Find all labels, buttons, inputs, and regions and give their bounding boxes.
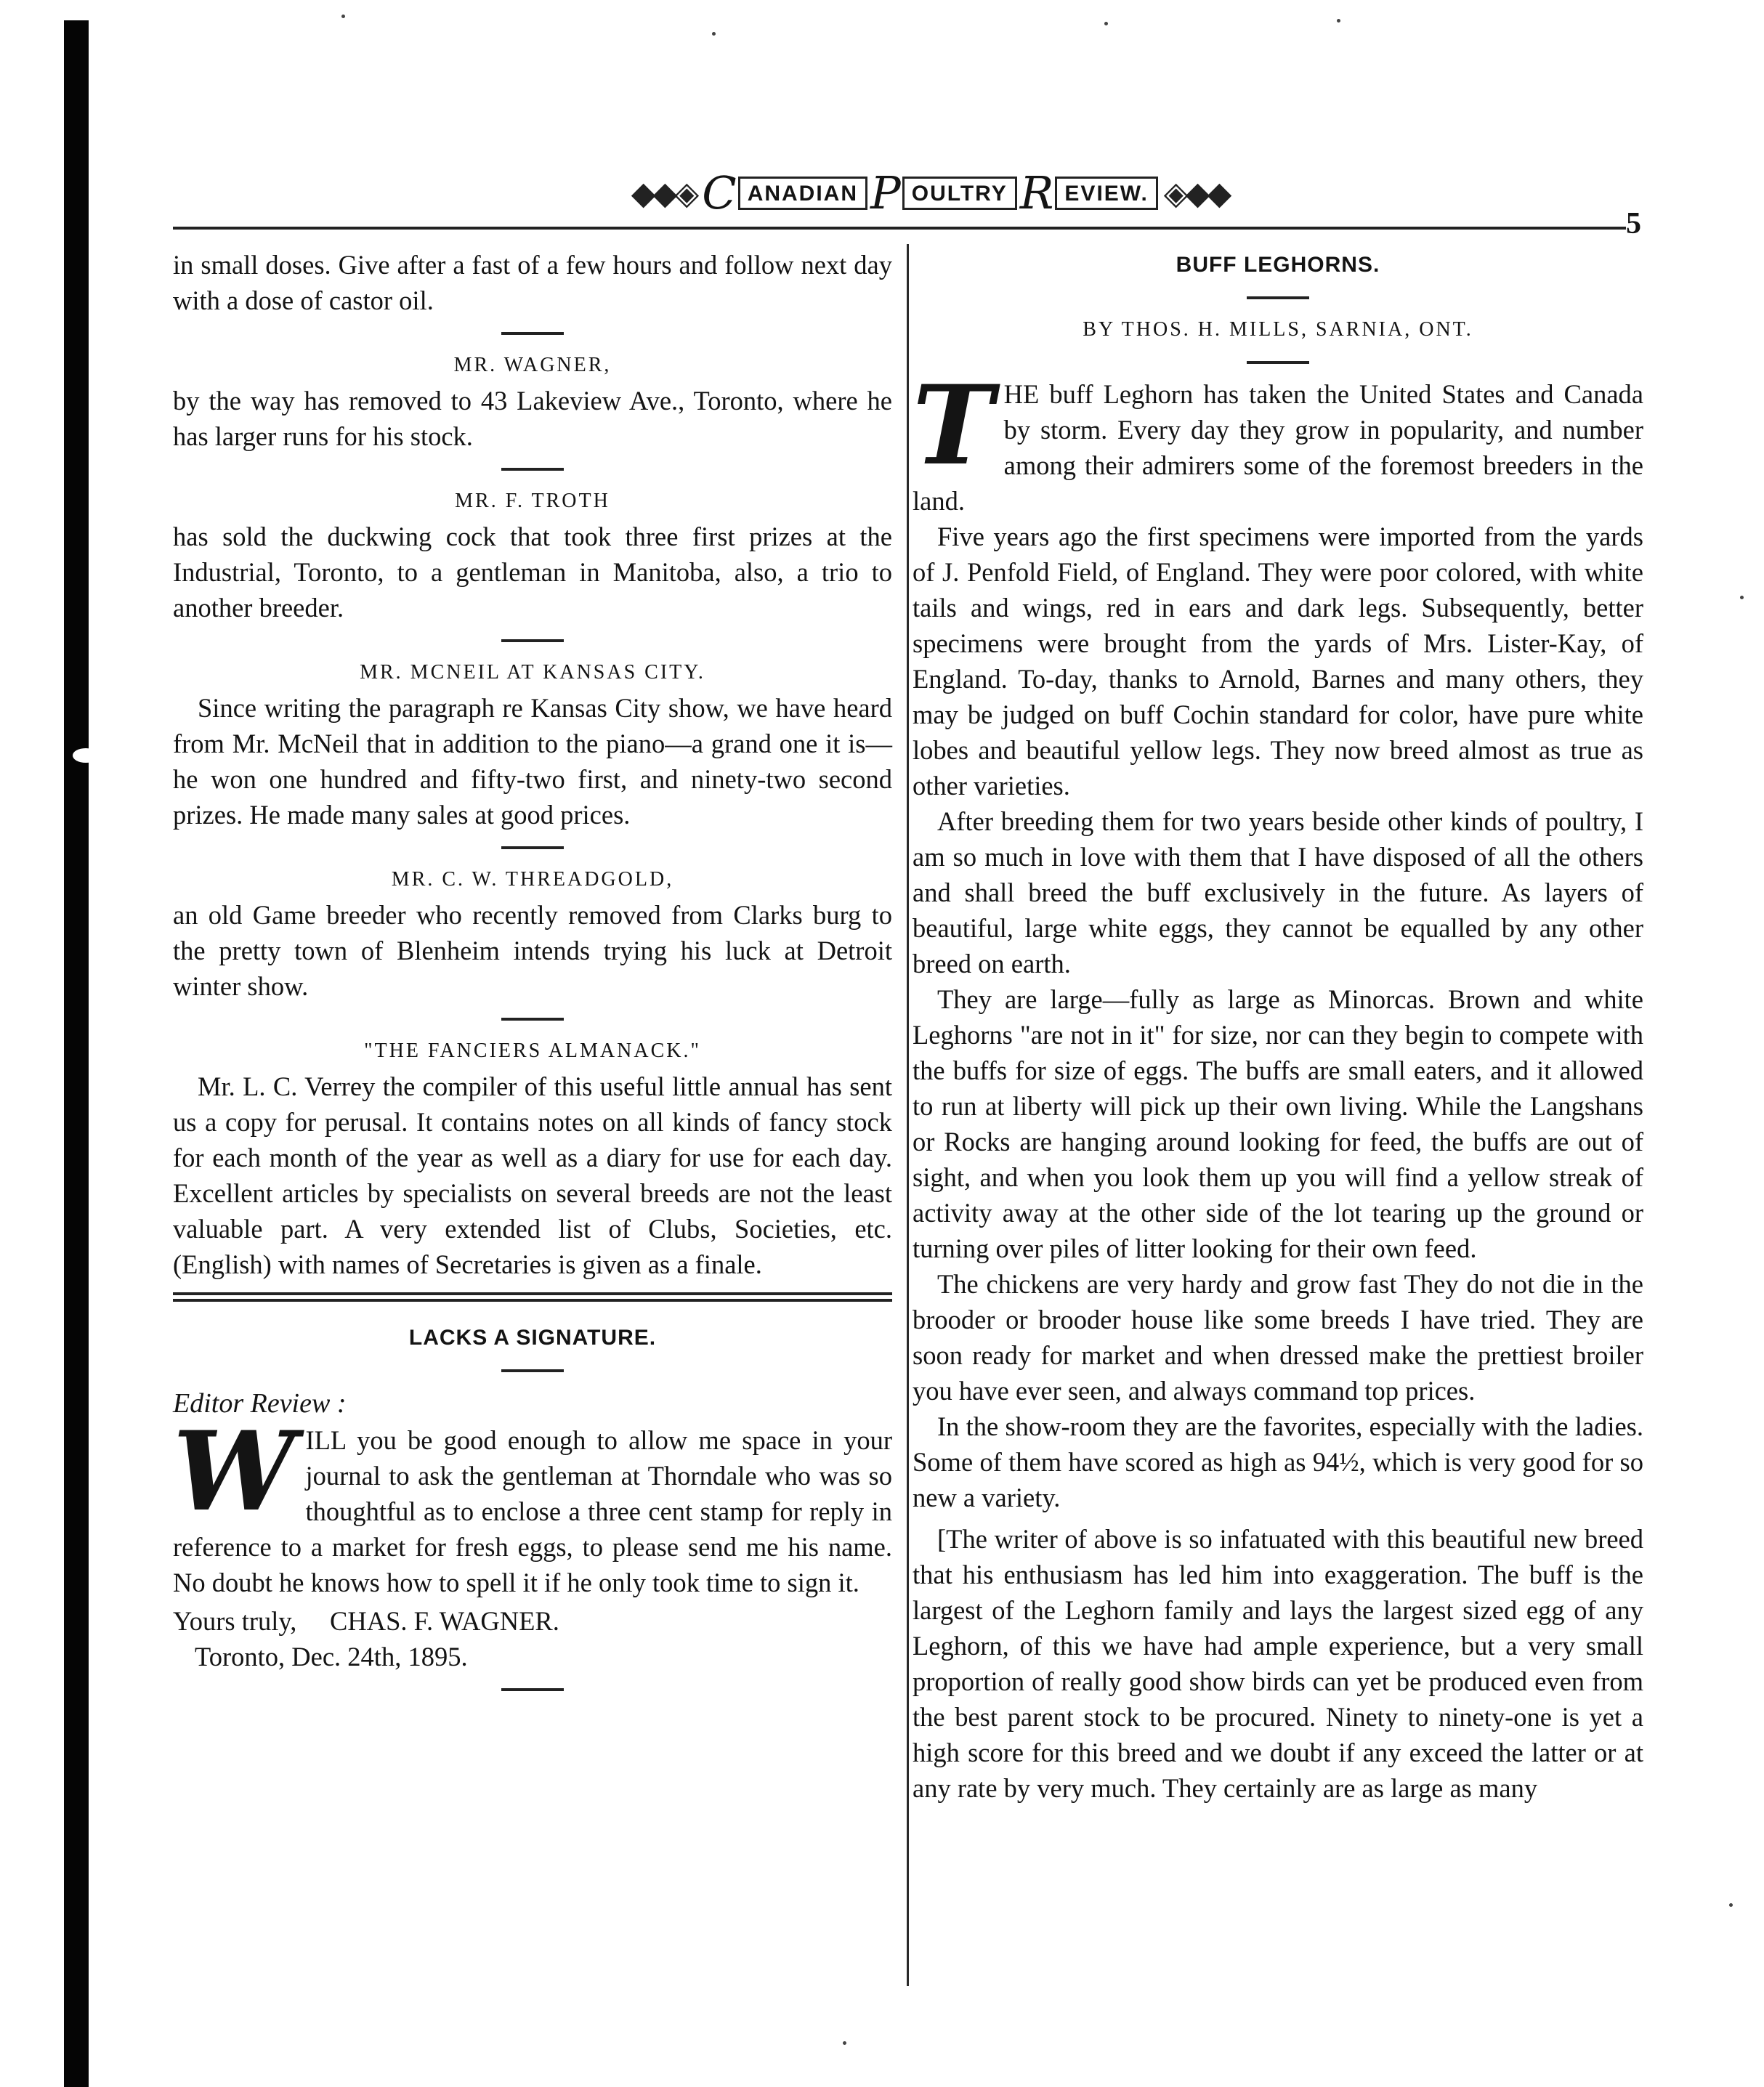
- page-number: 5: [1626, 207, 1641, 240]
- section-separator: [173, 1004, 892, 1033]
- masthead: [631, 166, 1229, 221]
- article-paragraph: After breeding them for two years beside other kinds of poultry, I am so much in love with them that I have disposed of all the others and shall breed the buff exclusively in the future. As layers of beautiful, large white eggs, they cannot be equalled by any other breed on earth.: [913, 806, 1643, 978]
- section-separator: [173, 454, 892, 483]
- letter-closing: [173, 1603, 892, 1639]
- article-paragraph-text: HE buff Leghorn has taken the United States and Canada by storm. Every day they grow in popularity, and number among their admirers some of the foremost breeders in the land.: [913, 379, 1643, 516]
- item-text-troth: has sold the duckwing cock that took three first prizes at the Industrial, Toronto, to a gentleman in Manitoba, also, a trio to another breeder.: [173, 522, 892, 623]
- item-text-mcneil: Since writing the paragraph re Kansas City show, we have heard from Mr. McNeil that in addition to the piano—a grand one it is—he won one hundred and fifty-two first, and ninety-two second prizes. He made many sales at good prices.: [173, 693, 892, 830]
- letter-dateline: Toronto, Dec. 24th, 1895.: [195, 1642, 468, 1671]
- header-rule: [173, 227, 1626, 230]
- right-column: [913, 247, 1643, 1806]
- print-speck: [341, 15, 345, 18]
- item-text-almanack: Mr. L. C. Verrey the compiler of this useful little annual has sent us a copy for perusal. It contains notes on all kinds of fancy stock for each month of the year as well as a diary for use for each day. Excellent articles by specialists on several breeds are not the least valuable part. A very extended list of Clubs, Societies, etc. (English) with names of Secretaries is given as a finale.: [173, 1071, 892, 1279]
- left-column: [173, 247, 892, 1703]
- article-paragraph: Five years ago the first specimens were imported from the yards of J. Penfold Field, of England. They were poor colored, with white tails and wings, red in ears and dark legs. Subsequently, better specimens were brought from the yards of Mrs. Lister-Kay, of England. To-day, thanks to Arnold, Barnes and many others, they may be judged on buff Cochin standard for color, have pure white lobes and beautiful yellow legs. They now breed almost as true as other varieties.: [913, 522, 1643, 801]
- binding-tab: [73, 748, 99, 763]
- continued-text: in small doses. Give after a fast of a few hours and follow next day with a dose of castor oil.: [173, 250, 892, 315]
- letter-body-text: ILL you be good enough to allow me space in your journal to ask the gentleman at Thorndale who was so thoughtful as to enclose a three cent stamp for reply in reference to a market for fresh eggs, to please send me his name. No doubt he knows how to spell it if he only took time to sign it.: [173, 1425, 892, 1597]
- item-heading-wagner: MR. WAGNER,: [453, 354, 612, 376]
- masthead-ornament-left: ◆◆◈: [631, 175, 697, 211]
- masthead-initial: P: [870, 166, 901, 219]
- section-separator: [173, 1355, 892, 1385]
- item-heading-almanack: "THE FANCIERS ALMANACK.": [364, 1040, 701, 1062]
- item-text-wagner: by the way has removed to 43 Lakeview Ave., Toronto, where he has larger runs for his stock.: [173, 386, 892, 451]
- masthead-word: ANADIAN: [738, 177, 867, 210]
- masthead-word: EVIEW.: [1055, 177, 1157, 210]
- item-heading-threadgold: MR. C. W. THREADGOLD,: [391, 868, 674, 891]
- section-separator: [173, 832, 892, 862]
- section-separator: [913, 347, 1643, 376]
- article-paragraph: In the show-room they are the favorites, especially with the ladies. Some of them have scored as high as 94½, which is very good for so new a variety.: [913, 1411, 1643, 1512]
- article-byline: BY THOS. H. MILLS, SARNIA, ONT.: [1083, 318, 1473, 341]
- letter-heading: LACKS A SIGNATURE.: [408, 1326, 657, 1350]
- item-text-threadgold: an old Game breeder who recently removed from Clarks burg to the pretty town of Blenheim intends trying his luck at Detroit winter show.: [173, 900, 892, 1001]
- item-heading-troth: MR. F. TROTH: [455, 490, 610, 512]
- article-title: BUFF LEGHORNS.: [1176, 253, 1380, 277]
- section-separator: [173, 318, 892, 347]
- letter-salutation: Editor Review :: [173, 1388, 347, 1419]
- print-speck: [1740, 596, 1744, 599]
- masthead-initial: C: [702, 166, 737, 219]
- masthead-ornament-right: ◈◆◆: [1163, 175, 1229, 211]
- article-paragraph: [913, 362, 1643, 519]
- masthead-title: [702, 166, 1158, 219]
- column-divider: [907, 244, 909, 1986]
- editor-note: [The writer of above is so infatuated with this beautiful new breed that his enthusiasm has led him into exaggeration. The buff is the largest of the Leghorn family and lays the largest sized egg of any Leghorn, of this we have had ample experience, but a very small proportion of really good show birds can yet be produced even from the best parent stock to be procured. Ninety to ninety-one is yet a high score for this breed and we doubt if any exceed the latter or at any rate by very much. They certainly are as large as many: [913, 1524, 1643, 1803]
- print-speck: [1104, 22, 1108, 25]
- article-dropcap: T: [913, 362, 994, 490]
- print-speck: [1729, 1903, 1733, 1907]
- masthead-word: OULTRY: [902, 177, 1017, 210]
- section-separator: [913, 283, 1643, 312]
- section-separator: [173, 1674, 892, 1703]
- item-heading-mcneil: MR. MCNEIL AT KANSAS CITY.: [360, 661, 705, 684]
- letter-closing-text: Yours truly,: [173, 1606, 297, 1636]
- letter-dropcap: W: [173, 1408, 296, 1536]
- article-paragraph: The chickens are very hardy and grow fast They do not die in the brooder or brooder house like some breeds I have tried. They are soon ready for market and when dressed make the prettiest broiler you have ever seen, and always command top prices.: [913, 1269, 1643, 1406]
- letter-signature: CHAS. F. WAGNER.: [330, 1606, 559, 1636]
- masthead-initial: R: [1019, 166, 1054, 219]
- print-speck: [843, 2041, 846, 2045]
- section-separator: [173, 625, 892, 655]
- double-rule: [173, 1288, 892, 1307]
- letter-body: [173, 1408, 892, 1600]
- binding-edge: [64, 20, 89, 2087]
- print-speck: [712, 32, 716, 36]
- article-paragraph: They are large—fully as large as Minorcas. Brown and white Leghorns "are not in it" for size, nor can they begin to compete with the buffs for size of eggs. The buffs are small eaters, and it allowed to run at liberty will pick up their own living. While the Langshans or Rocks are hanging around looking for feed, the buffs are out of sight, and when you look them up you will find a yellow streak of activity away at the other side of the lot tearing up the ground or turning over piles of litter looking for their own feed.: [913, 984, 1643, 1263]
- print-speck: [1337, 19, 1340, 23]
